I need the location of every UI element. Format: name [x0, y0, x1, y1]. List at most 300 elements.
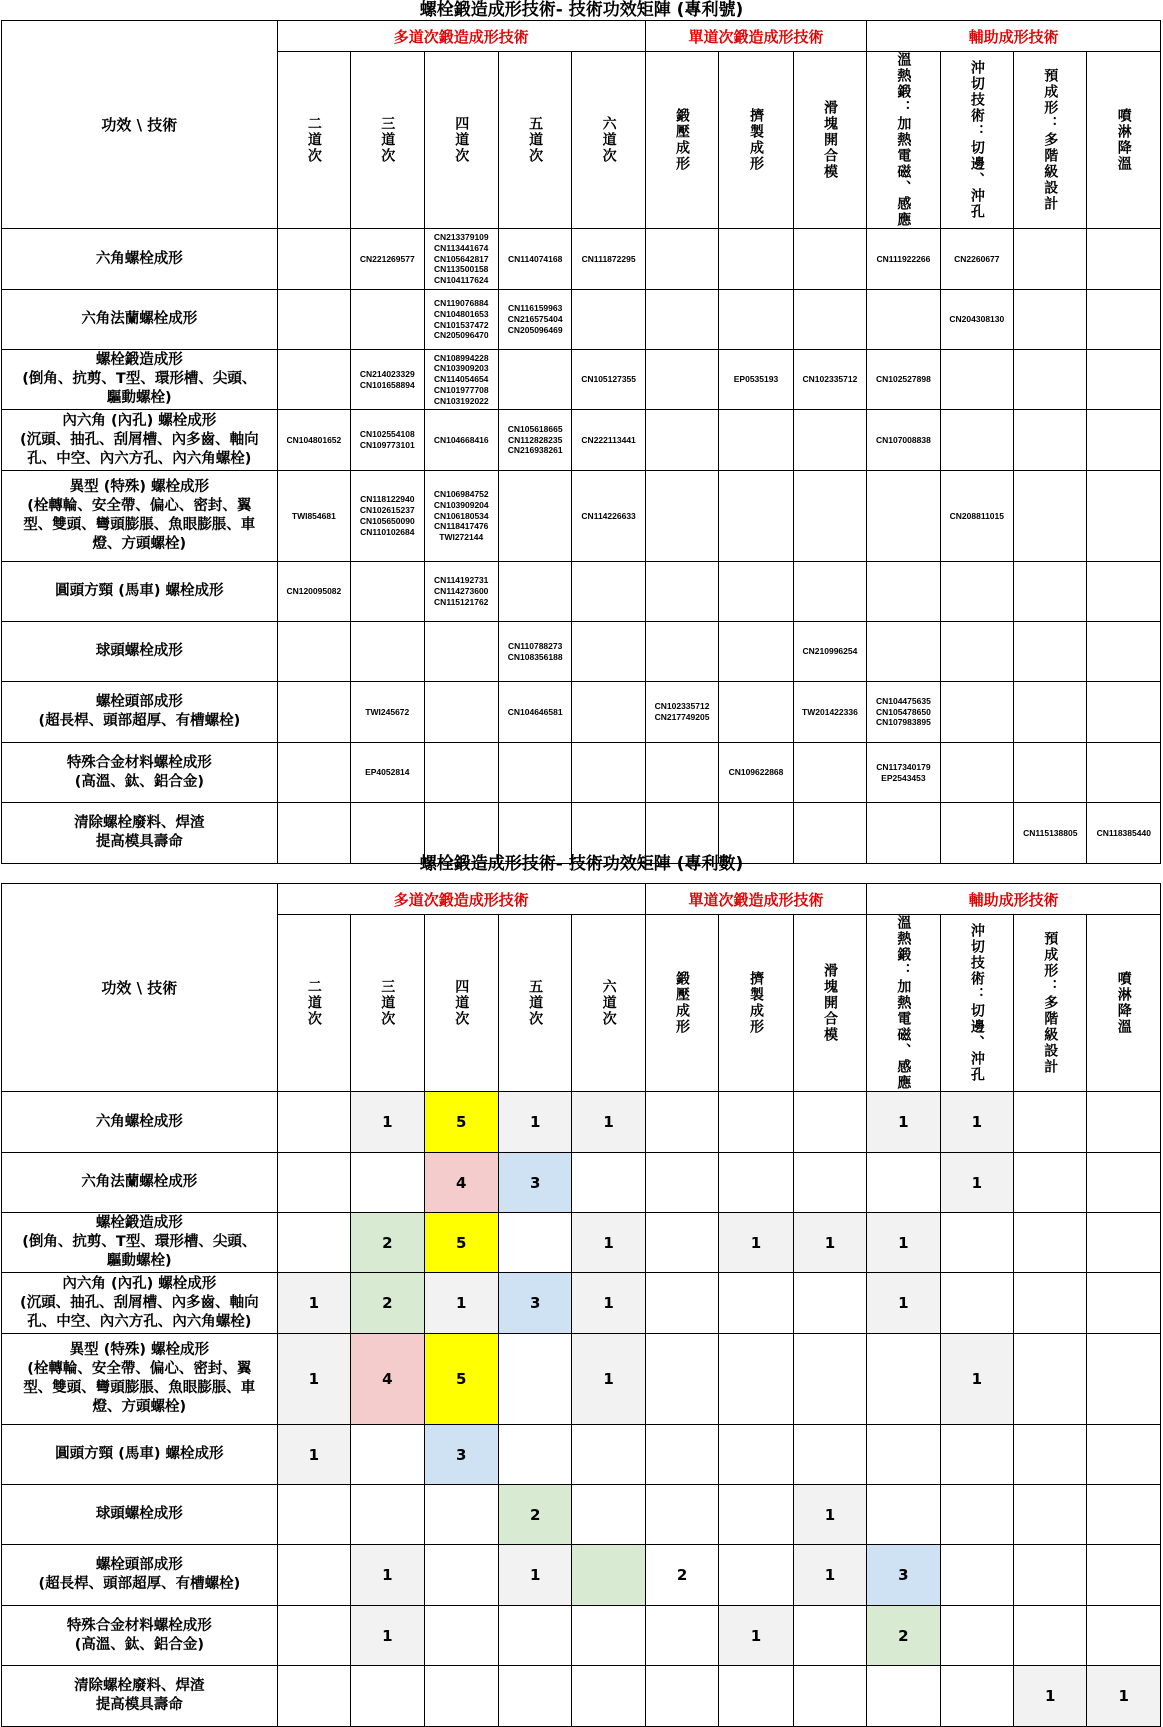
count-matrix-cell [424, 1545, 498, 1606]
count-matrix-cell [498, 1606, 571, 1666]
count-matrix-cell: 1 [940, 1153, 1013, 1213]
count-matrix-column-header [940, 915, 1013, 1092]
patent-matrix-cell: CN210996254 [793, 622, 866, 682]
patent-matrix-cell [351, 290, 424, 350]
patent-matrix-group-header: 單道次鍛造成形技術 [645, 21, 866, 52]
patent-matrix-cell [1087, 290, 1161, 350]
count-matrix-corner-label: 功效 \ 技術 [2, 884, 278, 1092]
count-matrix-row [2, 1153, 1161, 1213]
count-matrix-row [2, 1334, 1161, 1425]
patent-matrix-row [2, 350, 1161, 410]
patent-matrix-cell [867, 562, 940, 622]
patent-matrix-title: 螺栓鍛造成形技術- 技術功效矩陣 (專利號) [419, 0, 744, 20]
count-matrix-cell: 1 [572, 1273, 645, 1334]
count-matrix-row [2, 1425, 1161, 1485]
patent-matrix-cell: CN208811015 [940, 471, 1013, 562]
count-matrix-cell [1087, 1334, 1161, 1425]
count-matrix-cell: 2 [867, 1606, 940, 1666]
patent-matrix-row-label: 球頭螺栓成形 [2, 622, 278, 682]
count-matrix-cell: 1 [277, 1273, 350, 1334]
count-matrix-row [2, 1273, 1161, 1334]
patent-matrix-cell [277, 622, 350, 682]
count-matrix-column-header [1087, 915, 1161, 1092]
count-matrix-column-header-text: 溫熱鍛：加熱電磁、感應 [895, 915, 912, 1091]
count-matrix-title: 螺栓鍛造成形技術- 技術功效矩陣 (專利數) [419, 854, 744, 874]
patent-matrix-cell [645, 471, 718, 562]
count-matrix-row-label: 特殊合金材料螺栓成形 (高溫、鈦、鋁合金) [2, 1606, 278, 1666]
count-matrix-cell: 5 [424, 1092, 498, 1153]
patent-matrix-cell: CN114192731 CN114273600 CN115121762 [424, 562, 498, 622]
patent-matrix-cell [719, 562, 793, 622]
count-matrix-group-header: 輔助成形技術 [867, 884, 1161, 915]
count-matrix-cell: 1 [277, 1334, 350, 1425]
count-matrix-row-label: 螺栓鍛造成形 (倒角、抗剪、T型、環形槽、尖頭、 驅動螺栓) [2, 1213, 278, 1273]
patent-matrix-cell: EP0535193 [719, 350, 793, 410]
patent-matrix-cell: CN104475635 CN105478650 CN107983895 [867, 682, 940, 743]
count-matrix-cell [719, 1153, 793, 1213]
count-matrix-row [2, 1213, 1161, 1273]
patent-matrix-column-header [351, 52, 424, 229]
count-matrix-cell [793, 1273, 866, 1334]
patent-matrix-cell [1087, 743, 1161, 803]
count-matrix-cell [645, 1606, 718, 1666]
patent-matrix-cell [572, 743, 645, 803]
patent-matrix-row-label: 特殊合金材料螺栓成形 (高溫、鈦、鋁合金) [2, 743, 278, 803]
patent-matrix-row-label: 圓頭方頸 (馬車) 螺栓成形 [2, 562, 278, 622]
patent-matrix-cell [940, 350, 1013, 410]
count-matrix-cell [424, 1485, 498, 1545]
patent-matrix-cell [719, 682, 793, 743]
patent-matrix-cell [498, 471, 571, 562]
patent-matrix-row [2, 410, 1161, 471]
count-matrix-cell [940, 1273, 1013, 1334]
patent-matrix-cell [645, 562, 718, 622]
patent-matrix-cell [867, 290, 940, 350]
patent-matrix-cell: TW201422336 [793, 682, 866, 743]
patent-matrix-cell [424, 622, 498, 682]
count-matrix-cell: 1 [572, 1334, 645, 1425]
patent-matrix-cell [1014, 410, 1087, 471]
count-matrix-cell [793, 1425, 866, 1485]
count-matrix-cell [793, 1666, 866, 1727]
count-matrix-cell: 3 [867, 1545, 940, 1606]
count-matrix-cell [719, 1485, 793, 1545]
count-matrix-cell [277, 1092, 350, 1153]
count-matrix-cell: 1 [351, 1092, 424, 1153]
count-matrix-cell: 1 [793, 1545, 866, 1606]
count-matrix-cell: 3 [498, 1273, 571, 1334]
count-matrix-cell [572, 1666, 645, 1727]
count-matrix-cell: 3 [498, 1153, 571, 1213]
count-matrix-cell [645, 1153, 718, 1213]
patent-matrix-cell [1087, 682, 1161, 743]
count-matrix-cell [719, 1273, 793, 1334]
count-matrix-cell [572, 1485, 645, 1545]
count-matrix-cell [940, 1213, 1013, 1273]
patent-matrix-column-header-text: 三道次 [379, 116, 396, 164]
count-matrix-cell [1014, 1153, 1087, 1213]
count-matrix-cell: 1 [940, 1334, 1013, 1425]
patent-matrix-row [2, 743, 1161, 803]
patent-matrix-column-header [277, 52, 350, 229]
patent-matrix-cell: CN104801652 [277, 410, 350, 471]
patent-matrix-cell [719, 471, 793, 562]
patent-matrix-cell [645, 622, 718, 682]
patent-matrix-cell [719, 622, 793, 682]
patent-matrix-column-header [498, 52, 571, 229]
patent-matrix-row [2, 229, 1161, 290]
count-matrix-row [2, 1606, 1161, 1666]
count-matrix-cell [351, 1666, 424, 1727]
patent-matrix-cell [793, 562, 866, 622]
count-matrix-cell [351, 1485, 424, 1545]
count-matrix-cell [1087, 1273, 1161, 1334]
count-matrix-cell: 1 [1087, 1666, 1161, 1727]
count-matrix-cell: 4 [424, 1153, 498, 1213]
count-matrix-group-header: 單道次鍛造成形技術 [645, 884, 866, 915]
patent-matrix-cell [1087, 229, 1161, 290]
patent-matrix-cell [424, 682, 498, 743]
patent-matrix-column-header-text: 四道次 [453, 116, 470, 164]
count-matrix-row-label: 異型 (特殊) 螺栓成形 (栓轉輪、安全帶、偏心、密封、翼 型、雙頭、彎頭膨脹、魚眼膨脹、車 燈、方頭螺栓) [2, 1334, 278, 1425]
count-matrix-column-header [424, 915, 498, 1092]
patent-matrix-row [2, 562, 1161, 622]
patent-matrix-cell: CN105127355 [572, 350, 645, 410]
count-matrix-cell [572, 1545, 645, 1606]
patent-matrix-cell [572, 682, 645, 743]
count-matrix-cell [498, 1425, 571, 1485]
patent-matrix-cell: CN114074168 [498, 229, 571, 290]
count-matrix-cell [277, 1606, 350, 1666]
patent-matrix-cell [1014, 471, 1087, 562]
count-matrix-cell [719, 1666, 793, 1727]
patent-matrix-cell: CN104668416 [424, 410, 498, 471]
patent-matrix-column-header [1014, 52, 1087, 229]
patent-matrix-column-header [424, 52, 498, 229]
patent-matrix-cell: CN118122940 CN102615237 CN105650090 CN110102684 [351, 471, 424, 562]
patent-matrix-cell [351, 562, 424, 622]
count-matrix-cell [645, 1092, 718, 1153]
patent-matrix-cell [940, 562, 1013, 622]
count-matrix-column-header [498, 915, 571, 1092]
patent-matrix-group-header-row [2, 21, 1161, 52]
patent-matrix-cell [719, 229, 793, 290]
count-matrix-cell [1087, 1092, 1161, 1153]
count-matrix-cell: 1 [572, 1213, 645, 1273]
count-matrix-cell [572, 1425, 645, 1485]
count-matrix-cell [1087, 1153, 1161, 1213]
patent-matrix-cell: CN120095082 [277, 562, 350, 622]
patent-matrix-cell [940, 622, 1013, 682]
patent-matrix-column-header-text: 沖切技術：切邊、沖孔 [968, 60, 985, 220]
patent-matrix-column-header-text: 溫熱鍛：加熱電磁、感應 [895, 52, 912, 228]
count-matrix-column-header [277, 915, 350, 1092]
patent-matrix-cell: CN114226633 [572, 471, 645, 562]
count-matrix-cell [940, 1545, 1013, 1606]
patent-matrix-cell: CN102554108 CN109773101 [351, 410, 424, 471]
count-matrix-group-header: 多道次鍛造成形技術 [277, 884, 645, 915]
count-matrix-cell [351, 1425, 424, 1485]
patent-matrix-cell: CN102335712 [793, 350, 866, 410]
patent-matrix-row [2, 290, 1161, 350]
count-matrix-cell: 1 [1014, 1666, 1087, 1727]
count-matrix-cell [424, 1666, 498, 1727]
patent-matrix-cell [1014, 229, 1087, 290]
patent-matrix-cell [1014, 682, 1087, 743]
patent-matrix-cell [424, 743, 498, 803]
patent-matrix-cell [645, 290, 718, 350]
count-matrix-cell [572, 1606, 645, 1666]
count-matrix-cell [1014, 1545, 1087, 1606]
count-matrix-cell: 1 [719, 1606, 793, 1666]
patent-matrix-cell [940, 410, 1013, 471]
patent-matrix-cell: CN221269577 [351, 229, 424, 290]
patent-matrix-cell: CN102527898 [867, 350, 940, 410]
count-matrix-cell: 1 [867, 1092, 940, 1153]
patent-matrix-cell [793, 743, 866, 803]
count-matrix-cell: 2 [498, 1485, 571, 1545]
patent-matrix-cell: CN119076884 CN104801653 CN101537472 CN205096470 [424, 290, 498, 350]
patent-matrix-column-header [867, 52, 940, 229]
count-matrix-cell [645, 1334, 718, 1425]
count-matrix-cell [277, 1153, 350, 1213]
patent-matrix-row-label: 六角螺栓成形 [2, 229, 278, 290]
patent-matrix-cell [572, 622, 645, 682]
count-matrix-cell: 1 [940, 1092, 1013, 1153]
count-matrix-row-label: 球頭螺栓成形 [2, 1485, 278, 1545]
count-matrix-row [2, 1485, 1161, 1545]
count-matrix-row-label: 螺栓頭部成形 (超長桿、頭部超厚、有槽螺栓) [2, 1545, 278, 1606]
patent-matrix-cell [1087, 562, 1161, 622]
count-matrix-cell [498, 1213, 571, 1273]
count-matrix-cell [719, 1092, 793, 1153]
patent-matrix-cell: CN106984752 CN103909204 CN106180534 CN118417476 TWI272144 [424, 471, 498, 562]
count-matrix-cell [277, 1666, 350, 1727]
patent-matrix-cell [793, 290, 866, 350]
patent-matrix-cell [1087, 410, 1161, 471]
patent-matrix-cell [645, 743, 718, 803]
patent-matrix-column-header-text: 擠製成形 [747, 108, 764, 172]
patent-matrix-cell [1087, 471, 1161, 562]
patent-matrix-cell [351, 622, 424, 682]
patent-matrix-cell [1014, 622, 1087, 682]
count-matrix-column-header-text: 五道次 [527, 979, 544, 1027]
patent-matrix-column-header [572, 52, 645, 229]
patent-matrix-cell [645, 350, 718, 410]
patent-matrix-group-header: 輔助成形技術 [867, 21, 1161, 52]
count-matrix-cell [498, 1666, 571, 1727]
count-matrix-cell [719, 1334, 793, 1425]
count-matrix-cell [277, 1213, 350, 1273]
count-matrix-cell [277, 1545, 350, 1606]
count-matrix-cell [867, 1153, 940, 1213]
count-matrix-cell: 1 [719, 1213, 793, 1273]
count-matrix-cell: 1 [351, 1606, 424, 1666]
count-matrix-cell: 5 [424, 1213, 498, 1273]
patent-matrix-cell: CN110788273 CN108356188 [498, 622, 571, 682]
count-matrix-cell: 1 [424, 1273, 498, 1334]
count-matrix-column-header-text: 三道次 [379, 979, 396, 1027]
count-matrix-cell [645, 1273, 718, 1334]
count-matrix-cell [793, 1606, 866, 1666]
patent-matrix-column-header-text: 滑塊開合模 [821, 100, 838, 180]
count-matrix-cell [572, 1153, 645, 1213]
count-matrix-column-header-text: 四道次 [453, 979, 470, 1027]
count-matrix-cell [1087, 1485, 1161, 1545]
count-matrix-cell [645, 1213, 718, 1273]
count-matrix-cell [1014, 1213, 1087, 1273]
count-matrix-cell [1087, 1606, 1161, 1666]
patent-matrix-cell [1014, 743, 1087, 803]
patent-matrix-cell [277, 290, 350, 350]
count-matrix-row [2, 1666, 1161, 1727]
patent-matrix-cell [1087, 350, 1161, 410]
count-matrix-row-label: 內六角 (內孔) 螺栓成形 (沉頭、抽孔、刮屑槽、內多齒、軸向 孔、中空、內六方孔、內六角螺栓) [2, 1273, 278, 1334]
patent-matrix-column-header [645, 52, 718, 229]
patent-matrix-cell [498, 350, 571, 410]
count-matrix-cell [1087, 1545, 1161, 1606]
count-matrix-cell: 1 [498, 1545, 571, 1606]
count-matrix-cell: 2 [645, 1545, 718, 1606]
patent-matrix-cell: CN118385440 [1087, 803, 1161, 864]
patent-matrix-cell [719, 410, 793, 471]
patent-matrix-cell [498, 562, 571, 622]
patent-matrix-row-label: 內六角 (內孔) 螺栓成形 (沉頭、抽孔、刮屑槽、內多齒、軸向 孔、中空、內六方孔、內六角螺栓) [2, 410, 278, 471]
count-matrix-cell [1014, 1606, 1087, 1666]
count-matrix-cell [424, 1606, 498, 1666]
count-matrix-column-header-text: 鍛壓成形 [674, 971, 691, 1035]
patent-matrix-cell: CN111872295 [572, 229, 645, 290]
patent-matrix-cell: CN204308130 [940, 290, 1013, 350]
count-matrix-cell [793, 1334, 866, 1425]
patent-matrix-corner-label: 功效 \ 技術 [2, 21, 278, 229]
count-matrix-row-label: 清除螺栓廢料、焊渣 提高模具壽命 [2, 1666, 278, 1727]
patent-matrix-column-header-text: 預成形：多階級設計 [1042, 68, 1059, 212]
patent-matrix-cell [645, 410, 718, 471]
count-matrix-cell [867, 1425, 940, 1485]
count-matrix-column-header [645, 915, 718, 1092]
count-matrix-cell [498, 1334, 571, 1425]
patent-matrix-cell [940, 743, 1013, 803]
patent-matrix-cell: CN107008838 [867, 410, 940, 471]
count-matrix-column-header [1014, 915, 1087, 1092]
patent-number-matrix [1, 20, 1161, 864]
patent-matrix-cell [277, 350, 350, 410]
count-matrix-column-header [719, 915, 793, 1092]
count-matrix-cell: 1 [351, 1545, 424, 1606]
patent-matrix-cell: TWI245672 [351, 682, 424, 743]
patent-matrix-cell: CN102335712 CN217749205 [645, 682, 718, 743]
count-matrix-row-label: 六角法蘭螺栓成形 [2, 1153, 278, 1213]
patent-matrix-cell: CN109622868 [719, 743, 793, 803]
count-matrix-column-header [867, 915, 940, 1092]
patent-matrix-cell: CN213379109 CN113441674 CN105642817 CN113500158 CN104117624 [424, 229, 498, 290]
count-matrix-row [2, 1092, 1161, 1153]
count-matrix-cell [645, 1425, 718, 1485]
count-matrix-cell [793, 1092, 866, 1153]
patent-matrix-cell [867, 471, 940, 562]
count-matrix-cell: 5 [424, 1334, 498, 1425]
patent-matrix-cell [572, 562, 645, 622]
count-matrix-cell [940, 1666, 1013, 1727]
patent-matrix-column-header-text: 噴淋降溫 [1115, 108, 1132, 172]
count-matrix-cell: 4 [351, 1334, 424, 1425]
patent-matrix-cell [1014, 562, 1087, 622]
count-matrix-cell: 3 [424, 1425, 498, 1485]
count-matrix-cell: 1 [793, 1485, 866, 1545]
count-matrix-column-header-text: 六道次 [600, 979, 617, 1027]
count-matrix-cell: 2 [351, 1273, 424, 1334]
patent-matrix-cell: CN117340179 EP2543453 [867, 743, 940, 803]
count-matrix-cell [719, 1425, 793, 1485]
patent-matrix-cell [867, 622, 940, 682]
count-matrix-cell [1014, 1092, 1087, 1153]
patent-matrix-cell [719, 290, 793, 350]
count-matrix-cell: 1 [498, 1092, 571, 1153]
count-matrix-column-header [793, 915, 866, 1092]
patent-matrix-cell [645, 229, 718, 290]
count-matrix-cell [793, 1153, 866, 1213]
patent-matrix-column-header [719, 52, 793, 229]
count-matrix-column-header-text: 滑塊開合模 [821, 963, 838, 1043]
patent-matrix-cell: CN214023329 CN101658894 [351, 350, 424, 410]
patent-matrix-cell [277, 229, 350, 290]
count-matrix-cell [940, 1606, 1013, 1666]
count-matrix-cell: 1 [277, 1425, 350, 1485]
count-matrix-cell [645, 1485, 718, 1545]
count-matrix-cell [277, 1485, 350, 1545]
patent-matrix-cell [1014, 350, 1087, 410]
patent-matrix-cell [940, 682, 1013, 743]
patent-matrix-cell: CN108994228 CN103909203 CN114054654 CN101977708 CN103192022 [424, 350, 498, 410]
count-matrix-column-header-text: 沖切技術：切邊、沖孔 [968, 923, 985, 1083]
count-matrix-cell [867, 1485, 940, 1545]
count-matrix-column-header-text: 擠製成形 [747, 971, 764, 1035]
patent-matrix-row [2, 622, 1161, 682]
count-matrix-column-header-text: 二道次 [305, 979, 322, 1027]
patent-matrix-cell [793, 229, 866, 290]
patent-matrix-column-header-text: 六道次 [600, 116, 617, 164]
patent-matrix-column-header-text: 鍛壓成形 [674, 108, 691, 172]
patent-matrix-cell [793, 410, 866, 471]
patent-matrix-column-header [1087, 52, 1161, 229]
count-matrix-cell [1014, 1485, 1087, 1545]
count-matrix-cell [1014, 1273, 1087, 1334]
patent-matrix-column-header [940, 52, 1013, 229]
patent-matrix-cell [498, 743, 571, 803]
count-matrix-cell: 2 [351, 1213, 424, 1273]
count-matrix-cell [351, 1153, 424, 1213]
patent-matrix-cell: CN105618665 CN112828235 CN216938261 [498, 410, 571, 471]
patent-matrix-cell [1014, 290, 1087, 350]
patent-matrix-cell: CN222113441 [572, 410, 645, 471]
patent-matrix-cell [277, 743, 350, 803]
count-matrix-row [2, 1545, 1161, 1606]
patent-matrix-cell: CN104646581 [498, 682, 571, 743]
count-matrix-cell [1014, 1425, 1087, 1485]
patent-matrix-column-header-text: 五道次 [527, 116, 544, 164]
count-matrix-group-header-row [2, 884, 1161, 915]
patent-matrix-cell [277, 682, 350, 743]
patent-count-matrix [1, 883, 1161, 1727]
patent-matrix-cell: TWI854681 [277, 471, 350, 562]
patent-matrix-group-header: 多道次鍛造成形技術 [277, 21, 645, 52]
patent-matrix-cell [793, 471, 866, 562]
count-matrix-cell [1087, 1213, 1161, 1273]
patent-matrix-row [2, 471, 1161, 562]
patent-matrix-row-label: 螺栓頭部成形 (超長桿、頭部超厚、有槽螺栓) [2, 682, 278, 743]
count-matrix-cell [719, 1545, 793, 1606]
